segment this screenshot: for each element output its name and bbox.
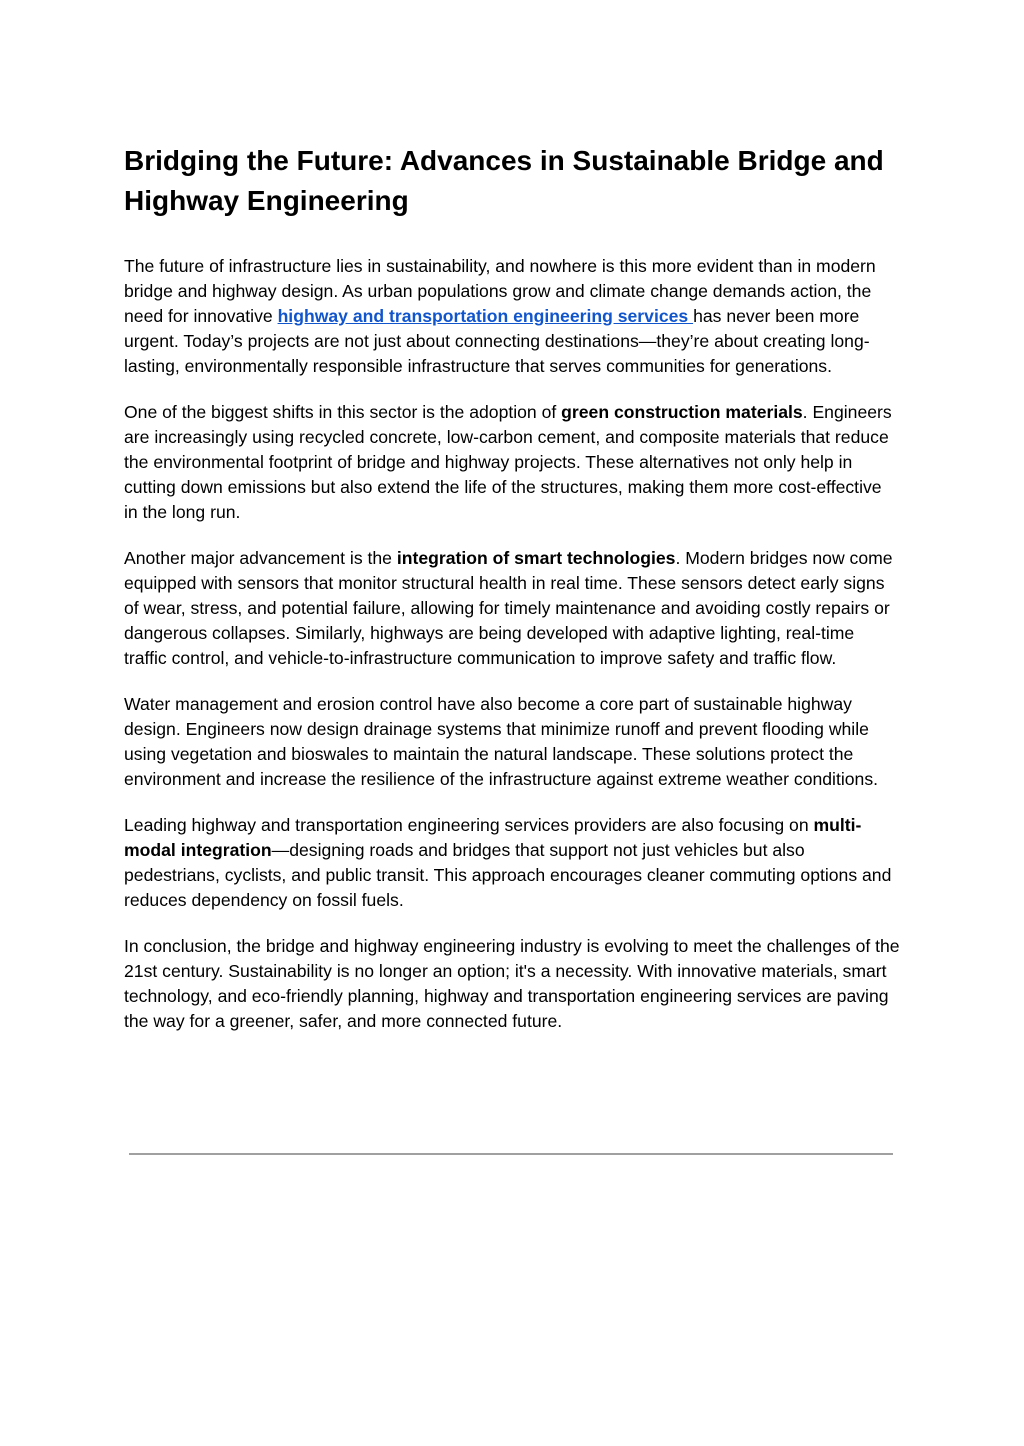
- paragraph-water-management: Water management and erosion control have also become a core part of sustainable highway design. Engineers now design drainage systems that minimize runoff and prevent flooding while using vegetation and bioswales to maintain the natural landscape. These solutions protect the environment and increase the resilience of the infrastructure against extreme weather conditions.: [124, 694, 879, 789]
- multimodal-emphasis: multi-modal integration: [124, 815, 862, 860]
- paragraph-green-materials-text-start: One of the biggest shifts in this sector is the adoption of: [124, 402, 562, 422]
- highway-services-link[interactable]: highway and transportation engineering services: [277, 306, 694, 326]
- paragraph-conclusion: In conclusion, the bridge and highway engineering industry is evolving to meet the challenges of the 21st century. Sustainability is no longer an option; it's a necessity. With innovative materials, smart technology, and eco-friendly planning, highway and transportation engineering services are paving the way for a greener, safer, and more connected future.: [124, 936, 900, 1031]
- paragraph-green-materials: [124, 400, 900, 525]
- paragraph-intro-text-start: The future of infrastructure lies in sustainability, and nowhere is this more evident than in modern bridge and highway design. As urban populations grow and climate change demands action, the need for innovative: [124, 256, 876, 326]
- paragraph-intro-text-end: has never been more urgent. Today’s projects are not just about connecting destinations—they’re about creating long-lasting, environmentally responsible infrastructure that serves communities for generations.: [124, 306, 870, 376]
- paragraph-smart-tech-text-end: . Modern bridges now come equipped with sensors that monitor structural health in real time. These sensors detect early signs of wear, stress, and potential failure, allowing for timely maintenance and avoiding costly repairs or dangerous collapses. Similarly, highways are being developed with adaptive lighting, real-time traffic control, and vehicle-to-infrastructure communication to improve safety and traffic flow.: [124, 548, 893, 668]
- horizontal-divider: [129, 1153, 893, 1155]
- paragraph-multimodal: [124, 813, 900, 913]
- paragraph-multimodal-text-end: —designing roads and bridges that support not just vehicles but also pedestrians, cyclists, and public transit. This approach encourages cleaner commuting options and reduces dependency on fossil fuels.: [124, 840, 892, 910]
- document-body: [124, 141, 900, 1055]
- smart-tech-emphasis: integration of smart technologies: [396, 548, 676, 568]
- document-title: Bridging the Future: Advances in Sustainable Bridge and Highway Engineering: [124, 145, 884, 216]
- paragraph-intro: [124, 254, 900, 379]
- paragraph-green-materials-text-end: . Engineers are increasingly using recycled concrete, low-carbon cement, and composite materials that reduce the environmental footprint of bridge and highway projects. These alternatives not only help in cutting down emissions but also extend the life of the structures, making them more cost-effective in the long run.: [124, 402, 892, 522]
- paragraph-multimodal-text-start: Leading highway and transportation engineering services providers are also focusing on: [124, 815, 814, 835]
- paragraph-smart-tech-text-start: Another major advancement is the: [124, 548, 397, 568]
- paragraph-smart-tech: [124, 546, 900, 671]
- green-materials-emphasis: green construction materials: [561, 402, 803, 422]
